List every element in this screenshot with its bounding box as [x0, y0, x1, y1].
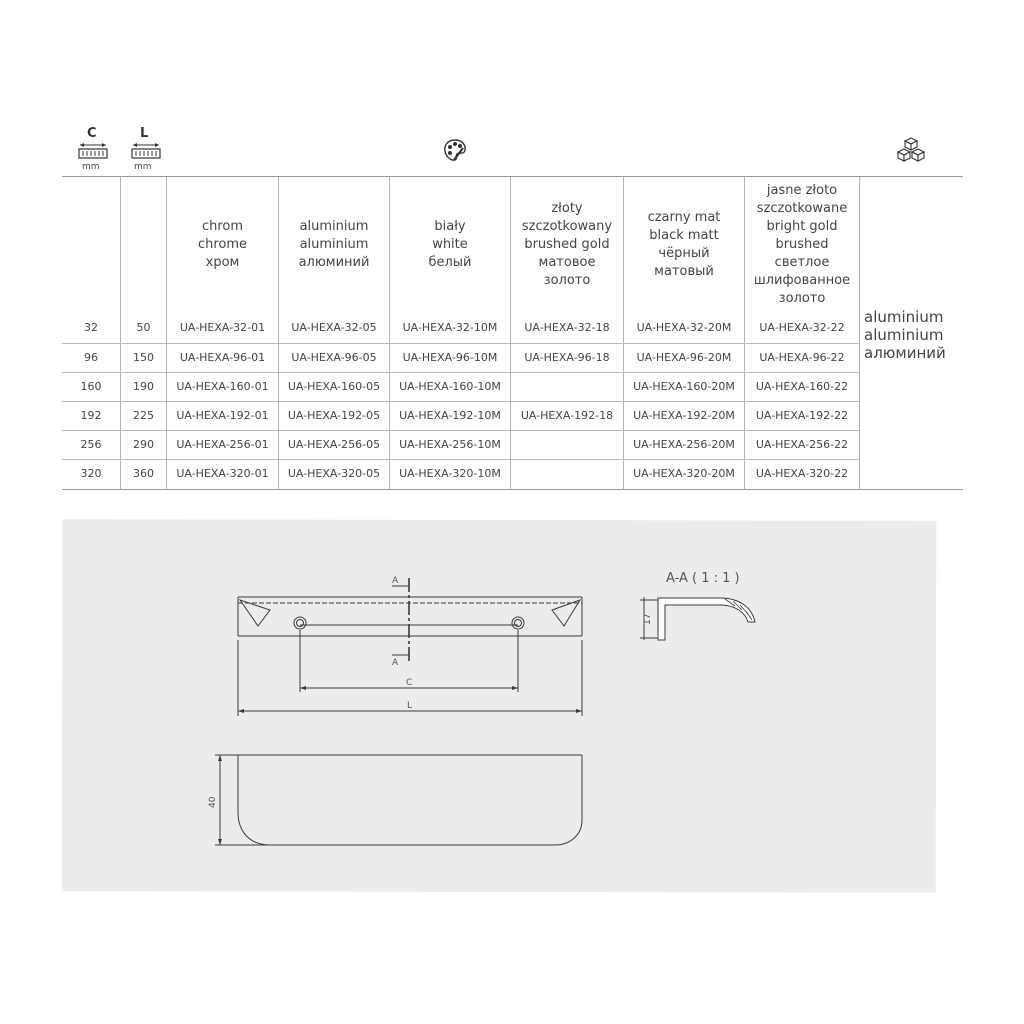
spacing-c-value: 32 — [84, 321, 98, 334]
top-view — [215, 755, 582, 845]
product-code: UA-HEXA-256-22 — [755, 438, 849, 451]
c-label: C — [87, 126, 97, 141]
dimension-depth: 40 — [208, 796, 218, 808]
product-code: UA-HEXA-256-05 — [287, 438, 381, 451]
product-code: UA-HEXA-96-05 — [291, 351, 377, 364]
product-code: UA-HEXA-192-22 — [755, 409, 849, 422]
section-mark-top: A — [392, 576, 399, 586]
product-code: UA-HEXA-32-05 — [291, 321, 377, 334]
material-note: aluminium aluminium алюминий — [864, 308, 946, 362]
section-mark-bottom: A — [392, 658, 399, 668]
length-l-value: 190 — [133, 380, 154, 393]
spacing-c-value: 256 — [80, 438, 102, 451]
product-code: UA-HEXA-320-10M — [399, 467, 501, 480]
product-code: UA-HEXA-32-22 — [759, 321, 845, 334]
product-code: UA-HEXA-160-01 — [176, 380, 269, 393]
length-l-value: 290 — [133, 438, 154, 451]
column-header-label: czarny mat black matt чёрный матовый — [647, 210, 721, 279]
product-code: UA-HEXA-96-10M — [402, 351, 498, 364]
section-view — [640, 597, 755, 640]
spacing-c-value: 192 — [80, 409, 102, 422]
product-code: UA-HEXA-32-10M — [402, 321, 498, 334]
product-code: UA-HEXA-96-18 — [524, 351, 610, 364]
length-l-value: 360 — [133, 467, 154, 480]
column-header-label: aluminium aluminium алюминий — [298, 219, 370, 270]
product-code: UA-HEXA-160-22 — [755, 380, 849, 393]
product-code: UA-HEXA-320-20M — [633, 467, 735, 480]
column-header-label: biały white белый — [428, 219, 472, 270]
product-code: UA-HEXA-160-20M — [633, 380, 735, 393]
product-code: UA-HEXA-96-20M — [636, 351, 732, 364]
product-code: UA-HEXA-256-01 — [176, 438, 269, 451]
dimension-l: L — [407, 701, 413, 711]
spacing-c-value: 160 — [80, 380, 102, 393]
product-code: UA-HEXA-192-01 — [176, 409, 269, 422]
product-code: UA-HEXA-256-20M — [633, 438, 735, 451]
length-l-value: 225 — [133, 409, 154, 422]
product-code: UA-HEXA-96-01 — [179, 351, 266, 364]
dimension-c: C — [406, 678, 413, 688]
dimension-height: 17 — [643, 613, 653, 625]
column-header-label: jasne złoto szczotkowane bright gold brushed светлое шлифованное золото — [753, 183, 851, 306]
product-code: UA-HEXA-192-05 — [287, 409, 381, 422]
product-code: UA-HEXA-160-05 — [287, 380, 381, 393]
product-code: UA-HEXA-192-18 — [520, 409, 614, 422]
product-code: UA-HEXA-256-10M — [399, 438, 501, 451]
length-l-value: 150 — [133, 351, 154, 364]
column-header-label: złoty szczotkowany brushed gold матовое золото — [521, 201, 613, 288]
product-code: UA-HEXA-32-20M — [636, 321, 732, 334]
product-code: UA-HEXA-320-22 — [755, 467, 849, 480]
l-unit: mm — [134, 162, 152, 172]
product-code: UA-HEXA-160-10M — [399, 380, 501, 393]
spacing-c-value: 96 — [84, 351, 98, 364]
product-code: UA-HEXA-96-22 — [759, 351, 845, 364]
product-code: UA-HEXA-192-10M — [399, 409, 501, 422]
column-header-label: chrom chrome хром — [197, 219, 248, 270]
section-title: A-A ( 1 : 1 ) — [666, 571, 740, 586]
product-code: UA-HEXA-320-05 — [287, 467, 381, 480]
product-code: UA-HEXA-192-20M — [633, 409, 735, 422]
product-code: UA-HEXA-32-18 — [524, 321, 610, 334]
product-code: UA-HEXA-320-01 — [176, 467, 269, 480]
spacing-c-value: 320 — [80, 467, 102, 480]
front-view — [238, 578, 582, 716]
l-label: L — [140, 126, 149, 141]
c-unit: mm — [82, 162, 100, 172]
length-l-value: 50 — [136, 321, 151, 334]
product-code: UA-HEXA-32-01 — [179, 321, 266, 334]
